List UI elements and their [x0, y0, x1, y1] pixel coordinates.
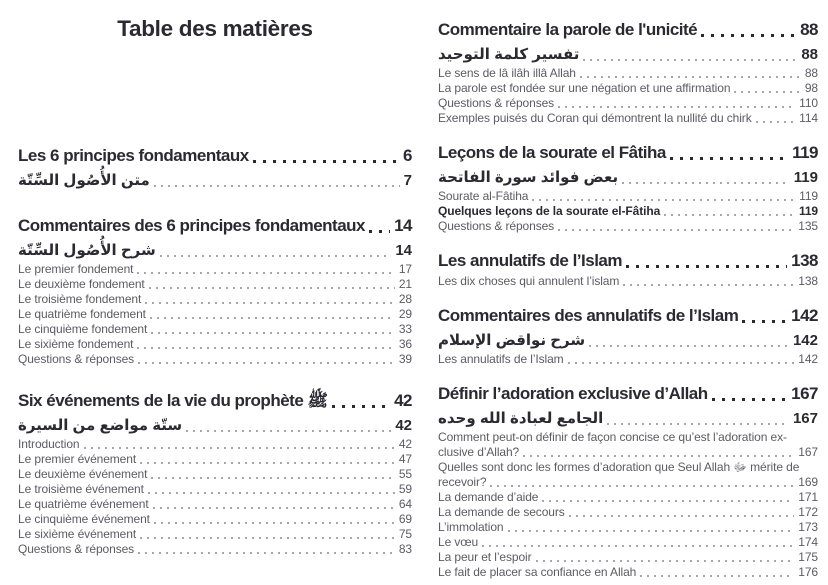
- arabic-label: متن الأُصُول السِّتّة: [18, 172, 150, 189]
- dot-leader: [84, 447, 395, 449]
- dot-leader: [150, 317, 395, 319]
- page-number: 42: [398, 437, 412, 451]
- toc-heading-row: [18, 212, 412, 239]
- heading-label: Commentaire la parole de l'unicité: [438, 20, 698, 39]
- page-number: 6: [403, 146, 412, 165]
- toc-entry-row: [438, 505, 818, 520]
- entry-label: recevoir?: [438, 475, 487, 489]
- toc-entry-row: [438, 445, 818, 460]
- toc-entry-row: [438, 66, 818, 81]
- entry-label: La parole est fondée sur une négation et une affirmation: [438, 81, 731, 95]
- dot-leader: [558, 106, 795, 108]
- toc-entry-row: [438, 535, 818, 550]
- toc-section: [438, 380, 818, 580]
- toc-entry-row: [438, 189, 818, 204]
- page-number: 167: [791, 384, 818, 403]
- entry-label: Le fait de placer sa confiance en Allah: [438, 565, 637, 579]
- dot-leader: [253, 160, 399, 163]
- page-number: 172: [798, 505, 818, 519]
- toc-entry-row: [18, 452, 412, 467]
- toc-entry-row: [438, 490, 818, 505]
- entry-label: Le sixième fondement: [18, 337, 134, 351]
- entry-label: Introduction: [18, 437, 80, 451]
- entry-label: Le quatrième fondement: [18, 307, 146, 321]
- toc-section: [18, 387, 412, 557]
- entry-label: Le deuxième fondement: [18, 277, 145, 291]
- entry-label: Questions & réponses: [18, 352, 135, 366]
- dot-leader: [756, 121, 796, 123]
- toc-heading-row: [438, 139, 818, 166]
- toc-heading-row: [18, 387, 412, 414]
- page-number: 14: [394, 216, 412, 235]
- toc-arabic-row: [438, 166, 818, 189]
- toc-entry-row: [438, 550, 818, 565]
- page-number: 138: [791, 251, 818, 270]
- dot-leader: [151, 477, 395, 479]
- left-column-sections: [18, 142, 412, 557]
- entry-label: Le premier événement: [18, 452, 137, 466]
- toc-arabic-row: [438, 43, 818, 66]
- entry-label: Le quatrième événement: [18, 497, 149, 511]
- dot-leader: [568, 362, 795, 364]
- dot-leader: [523, 455, 794, 457]
- arabic-label: شرح الأُصُول السِّتّة: [18, 242, 156, 259]
- toc-section: [438, 139, 818, 234]
- arabic-label: شرح نواقض الإسلام: [438, 332, 586, 349]
- entry-label: Quelques leçons de la sourate el-Fâtiha: [438, 204, 661, 218]
- dot-leader: [712, 398, 787, 401]
- page-number: 135: [798, 219, 818, 233]
- toc-entry-row: [18, 322, 412, 337]
- toc-heading-row: [438, 380, 818, 407]
- entry-label: Exemples puisés du Coran qui démontrent la nullité du chirk: [438, 111, 752, 125]
- dot-leader: [482, 545, 794, 547]
- page-number: 98: [804, 81, 818, 95]
- dot-leader: [154, 185, 400, 187]
- dot-leader: [145, 302, 395, 304]
- toc-entry-row: [18, 482, 412, 497]
- page-number: 55: [398, 467, 412, 481]
- page-number: 75: [398, 527, 412, 541]
- dot-leader: [626, 265, 787, 268]
- dot-leader: [670, 157, 788, 160]
- toc-section: [18, 212, 412, 367]
- dot-leader: [138, 362, 395, 364]
- page-number: 7: [403, 172, 412, 189]
- page-number: 176: [798, 565, 818, 579]
- entry-label: Les annulatifs de l’Islam: [438, 352, 564, 366]
- page-number: 88: [800, 20, 818, 39]
- dot-leader: [151, 332, 395, 334]
- entry-label: La demande de secours: [438, 505, 565, 519]
- toc-entry-row: [438, 111, 818, 126]
- page-number: 69: [398, 512, 412, 526]
- toc-entry-row: [438, 274, 818, 289]
- page-number: 88: [804, 66, 818, 80]
- dot-leader: [186, 430, 391, 432]
- arabic-label: الجامع لعبادة الله وحده: [438, 410, 604, 427]
- page-number: 142: [792, 332, 818, 349]
- dot-leader: [137, 347, 394, 349]
- entry-label: clusive d’Allah?: [438, 445, 520, 459]
- dot-leader: [140, 537, 395, 539]
- dot-leader: [734, 91, 800, 93]
- toc-heading-row: [18, 142, 412, 169]
- dot-leader: [148, 492, 395, 494]
- entry-label: Les dix choses qui annulent l’islam: [438, 274, 620, 288]
- dot-leader: [701, 34, 796, 37]
- toc-entry-row: [438, 430, 818, 445]
- entry-label: Le troisième fondement: [18, 292, 142, 306]
- toc-section: [18, 142, 412, 192]
- dot-leader: [569, 515, 795, 517]
- page-number: 119: [793, 169, 818, 186]
- page-number: 64: [398, 497, 412, 511]
- dot-leader: [664, 214, 795, 216]
- dot-leader: [640, 575, 794, 577]
- toc-entry-row: [438, 565, 818, 580]
- page-number: 28: [398, 292, 412, 306]
- entry-label: Le troisième événement: [18, 482, 144, 496]
- toc-entry-row: [18, 337, 412, 352]
- dot-leader: [137, 272, 394, 274]
- page-number: 175: [798, 550, 818, 564]
- toc-entry-row: [18, 437, 412, 452]
- toc-entry-row: [18, 277, 412, 292]
- page-number: 138: [798, 274, 818, 288]
- entry-label: Le sixième événement: [18, 527, 137, 541]
- entry-label: Quelles sont donc les formes d’adoration que Seul Allah ﷻ mérite de: [438, 460, 800, 474]
- page-number: 33: [398, 322, 412, 336]
- toc-heading-row: [438, 16, 818, 43]
- dot-leader: [140, 462, 395, 464]
- page-number: 119: [799, 189, 818, 203]
- dot-leader: [332, 405, 390, 408]
- toc-arabic-row: [18, 239, 412, 262]
- toc-entry-row: [18, 527, 412, 542]
- toc-entry-row: [438, 460, 818, 475]
- entry-label: Questions & réponses: [438, 219, 555, 233]
- page-number: 36: [398, 337, 412, 351]
- toc-entry-row: [438, 352, 818, 367]
- entry-label: Questions & réponses: [18, 542, 135, 556]
- page-number: 88: [801, 46, 818, 63]
- entry-label: L’immolation: [438, 520, 504, 534]
- page-number: 142: [791, 306, 818, 325]
- arabic-label: ستّة مواضع من السيرة: [18, 417, 183, 434]
- toc-entry-row: [438, 475, 818, 490]
- entry-label: Questions & réponses: [438, 96, 555, 110]
- dot-leader: [369, 230, 390, 233]
- page-number: 21: [398, 277, 412, 291]
- page-number: 59: [398, 482, 412, 496]
- toc-entry-row: [18, 512, 412, 527]
- entry-label: Comment peut-on définir de façon concise ce qu’est l’adoration ex-: [438, 430, 787, 444]
- page-number: 39: [398, 352, 412, 366]
- entry-label: Le deuxième événement: [18, 467, 148, 481]
- dot-leader: [607, 423, 789, 425]
- page-number: 114: [799, 111, 818, 125]
- toc-section: [438, 16, 818, 126]
- page-number: 42: [394, 391, 412, 410]
- page-number: 83: [398, 542, 412, 556]
- page-number: 119: [798, 204, 818, 218]
- dot-leader: [542, 500, 794, 502]
- dot-leader: [508, 530, 795, 532]
- toc-arabic-row: [18, 169, 412, 192]
- toc-section: [438, 247, 818, 289]
- entry-label: Le cinquième événement: [18, 512, 150, 526]
- toc-entry-row: [438, 520, 818, 535]
- heading-label: Les annulatifs de l’Islam: [438, 251, 623, 270]
- page-number: 110: [799, 96, 818, 110]
- dot-leader: [558, 229, 794, 231]
- dot-leader: [589, 345, 789, 347]
- toc-arabic-row: [438, 329, 818, 352]
- toc-entry-row: [18, 497, 412, 512]
- toc-entry-row: [438, 96, 818, 111]
- left-column: [18, 0, 412, 585]
- toc-entry-row: [18, 542, 412, 557]
- heading-label: Définir l’adoration exclusive d’Allah: [438, 384, 708, 403]
- dot-leader: [536, 560, 795, 562]
- right-column-sections: [438, 16, 818, 580]
- dot-leader: [583, 59, 797, 61]
- page-number: 17: [398, 262, 412, 276]
- arabic-label: بعض فوائد سورة الفاتحة: [438, 169, 619, 186]
- page-number: 174: [798, 535, 818, 549]
- page-number: 167: [798, 445, 818, 459]
- entry-label: Le premier fondement: [18, 262, 134, 276]
- entry-label: Le vœu: [438, 535, 479, 549]
- page-number: 14: [395, 242, 412, 259]
- dot-leader: [153, 507, 395, 509]
- dot-leader: [138, 552, 395, 554]
- heading-label: Six événements de la vie du prophète ﷺ: [18, 391, 329, 410]
- entry-label: La peur et l’espoir: [438, 550, 532, 564]
- page-number: 142: [798, 352, 818, 366]
- dot-leader: [154, 522, 395, 524]
- heading-label: Commentaires des annulatifs de l’Islam: [438, 306, 739, 325]
- toc-entry-row: [18, 262, 412, 277]
- heading-label: Les 6 principes fondamentaux: [18, 146, 249, 165]
- dot-leader: [580, 76, 801, 78]
- toc-heading-row: [438, 302, 818, 329]
- heading-label: Commentaires des 6 principes fondamentaux: [18, 216, 365, 235]
- toc-entry-row: [18, 307, 412, 322]
- toc-entry-row: [438, 219, 818, 234]
- dot-leader: [160, 255, 392, 257]
- toc-entry-row: [18, 292, 412, 307]
- entry-label: Le sens de lâ ilâh illâ Allah: [438, 66, 576, 80]
- page-number: 173: [798, 520, 818, 534]
- toc-heading-row: [438, 247, 818, 274]
- right-column: [438, 0, 818, 585]
- arabic-label: تفسير كلمة التوحيد: [438, 46, 580, 63]
- toc-entry-row: [18, 352, 412, 367]
- toc-arabic-row: [438, 407, 818, 430]
- dot-leader: [623, 284, 794, 286]
- dot-leader: [490, 485, 794, 487]
- entry-label: Le cinquième fondement: [18, 322, 148, 336]
- page-number: 47: [398, 452, 412, 466]
- page-number: 169: [798, 475, 818, 489]
- page-number: 29: [398, 307, 412, 321]
- page-number: 119: [792, 143, 818, 162]
- toc-entry-row: [438, 81, 818, 96]
- page-title: Table des matières: [117, 16, 313, 41]
- dot-leader: [149, 287, 395, 289]
- entry-label: La demande d’aide: [438, 490, 539, 504]
- page-number: 167: [792, 410, 818, 427]
- toc-section: [438, 302, 818, 367]
- heading-label: Leçons de la sourate el Fâtiha: [438, 143, 666, 162]
- page-number: 42: [395, 417, 412, 434]
- toc-entry-row: [18, 467, 412, 482]
- toc-entry-row: [438, 204, 818, 219]
- dot-leader: [532, 199, 795, 201]
- page-number: 171: [798, 490, 818, 504]
- toc-arabic-row: [18, 414, 412, 437]
- entry-label: Sourate al-Fâtiha: [438, 189, 529, 203]
- dot-leader: [742, 320, 787, 323]
- dot-leader: [622, 182, 790, 184]
